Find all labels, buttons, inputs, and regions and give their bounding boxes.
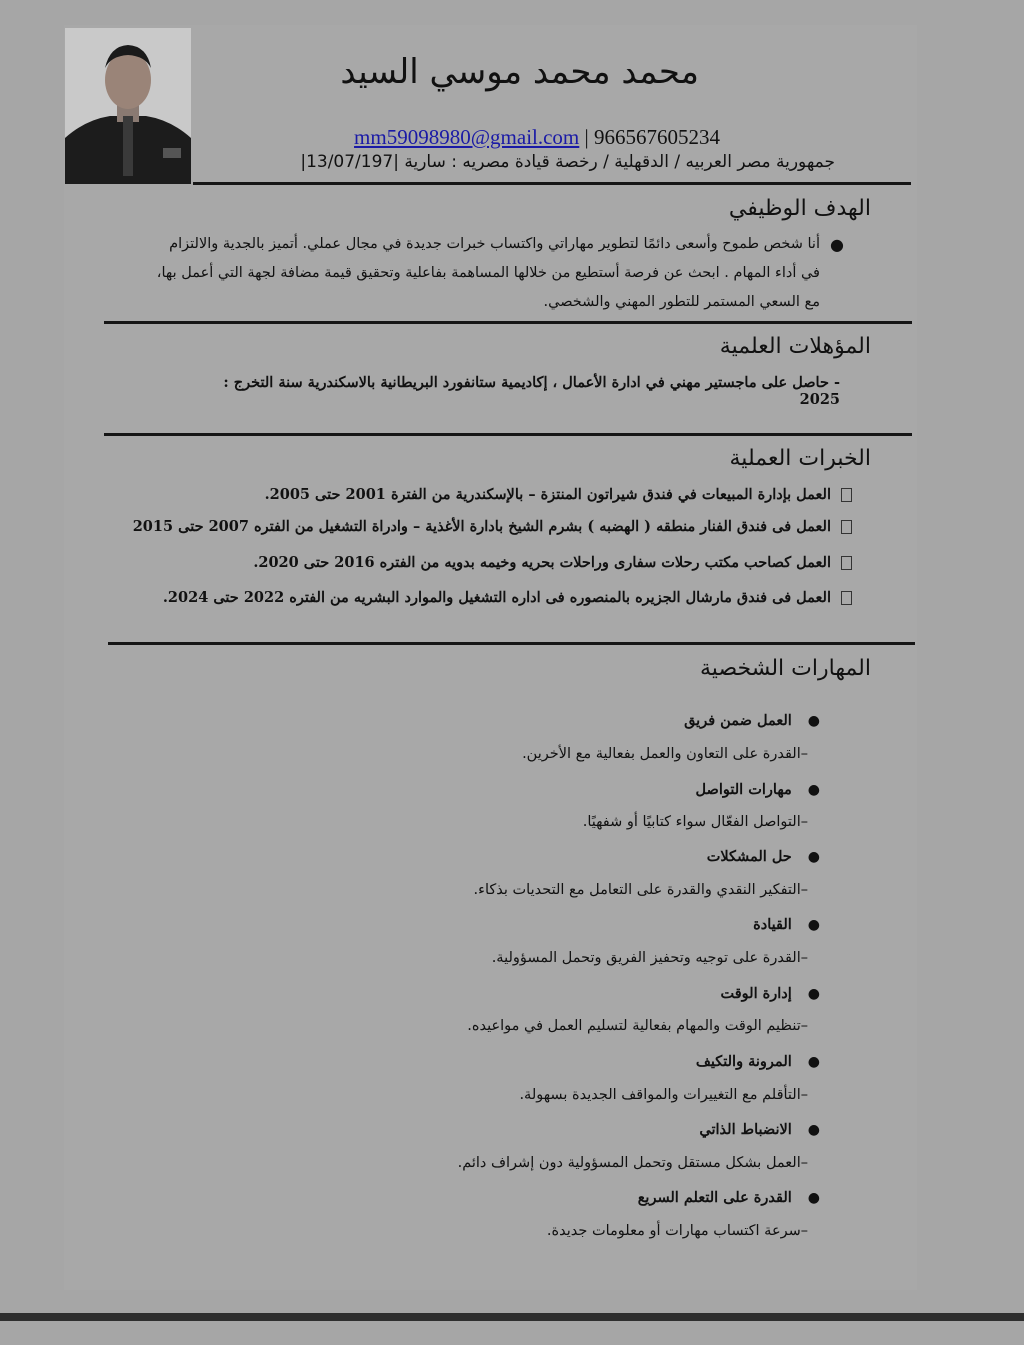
objective-divider: [104, 321, 912, 324]
checkbox-bullet-icon: [841, 556, 852, 570]
skill-title: ●القيادة: [753, 916, 820, 933]
objective-heading: الهدف الوظيفي: [728, 196, 871, 221]
objective-text: [150, 230, 844, 317]
bullet-icon: ●: [807, 986, 820, 1002]
bullet-icon: ●: [830, 235, 844, 254]
experience-item: العمل فى فندق الفنار منطقه ( الهضبه ) بشرم الشيخ بادارة الأغذية – وادراة التشغيل من الفتره 2007 حتى 2015: [200, 518, 852, 535]
checkbox-bullet-icon: [841, 520, 852, 534]
skill-title: ●القدرة على التعلم السريع: [637, 1189, 820, 1206]
skill-description: –القدرة على التعاون والعمل بفعالية مع الأخرين.: [522, 746, 808, 762]
experience-item: العمل فى فندق مارشال الجزيره بالمنصوره فى اداره التشغيل والموارد البشريه من الفتره 2022 حتى 2024.: [200, 589, 852, 606]
experience-divider: [108, 642, 915, 645]
bullet-icon: ●: [807, 1054, 820, 1070]
bullet-icon: ●: [807, 782, 820, 798]
address-line: جمهورية مصر العربيه / الدقهلية / رخصة قيادة مصريه : سارية |13/07/197|: [300, 152, 835, 172]
skill-description: –القدرة على توجيه وتحفيز الفريق وتحمل المسؤولية.: [491, 950, 808, 966]
phone-number: 966567605234: [594, 125, 720, 149]
skill-title: ●العمل ضمن فريق: [684, 712, 820, 729]
email-link[interactable]: mm59098980@gmail.com: [354, 125, 580, 149]
skill-title: ●مهارات التواصل: [695, 781, 820, 798]
candidate-name: محمد محمد موسي السيد: [340, 52, 699, 92]
objective-paragraph: أنا شخص طموح وأسعى دائمًا لتطوير مهاراتي واكتساب خبرات جديدة في مجال عملي. أتميز بالجدية والالتزام في أداء المهام . ابحث عن فرصة أستطيع من خلالها المساهمة بفاعلية وتحقيق قيمة مضافة لجهة التي أعمل بها، مع السعي المستمر للتطور المهني والشخصي.: [156, 236, 820, 310]
person-photo-icon: [65, 28, 191, 184]
skill-description: –تنظيم الوقت والمهام بفعالية لتسليم العمل في مواعيده.: [467, 1018, 808, 1034]
contact-separator: |: [584, 125, 589, 149]
qualifications-divider: [104, 433, 912, 436]
skill-title: ●حل المشكلات: [706, 848, 820, 865]
skill-title: ●المرونة والتكيف: [695, 1053, 820, 1070]
profile-photo: [65, 28, 191, 184]
header-divider: [193, 182, 911, 185]
bullet-icon: ●: [807, 849, 820, 865]
experience-heading: الخبرات العملية: [729, 446, 871, 471]
skills-heading: المهارات الشخصية: [700, 656, 871, 681]
page-bottom-border: [0, 1313, 1024, 1321]
experience-item: العمل كصاحب مكتب رحلات سفارى وراحلات بحريه وخيمه بدويه من الفتره 2016 حتى 2020.: [200, 554, 852, 571]
skill-description: –التواصل الفعّال سواء كتابيًا أو شفهيًا.: [582, 814, 808, 830]
checkbox-bullet-icon: [841, 591, 852, 605]
skill-description: –التأقلم مع التغييرات والمواقف الجديدة بسهولة.: [519, 1087, 808, 1103]
checkbox-bullet-icon: [841, 488, 852, 502]
bullet-icon: ●: [807, 917, 820, 933]
skill-title: ●الانضباط الذاتي: [699, 1121, 820, 1138]
contact-line: [300, 125, 720, 150]
skill-description: –التفكير النقدي والقدرة على التعامل مع التحديات بذكاء.: [473, 882, 808, 898]
qualifications-heading: المؤهلات العلمية: [719, 334, 871, 359]
bullet-icon: ●: [807, 1122, 820, 1138]
skill-description: –سرعة اكتساب مهارات أو معلومات جديدة.: [546, 1223, 808, 1239]
experience-item: العمل بإدارة المبيعات في فندق شيراتون المنتزة – بالإسكندرية من الفترة 2001 حتى 2005.: [200, 486, 852, 503]
qualification-item: - حاصل على ماجستير مهني في ادارة الأعمال ، إكاديمية ستانفورد البريطانية بالاسكندرية سنة التخرج : 2025: [223, 374, 840, 408]
bullet-icon: ●: [807, 713, 820, 729]
skill-description: –العمل بشكل مستقل وتحمل المسؤولية دون إشراف دائم.: [457, 1155, 808, 1171]
skill-title: ●إدارة الوقت: [720, 985, 820, 1002]
bullet-icon: ●: [807, 1190, 820, 1206]
